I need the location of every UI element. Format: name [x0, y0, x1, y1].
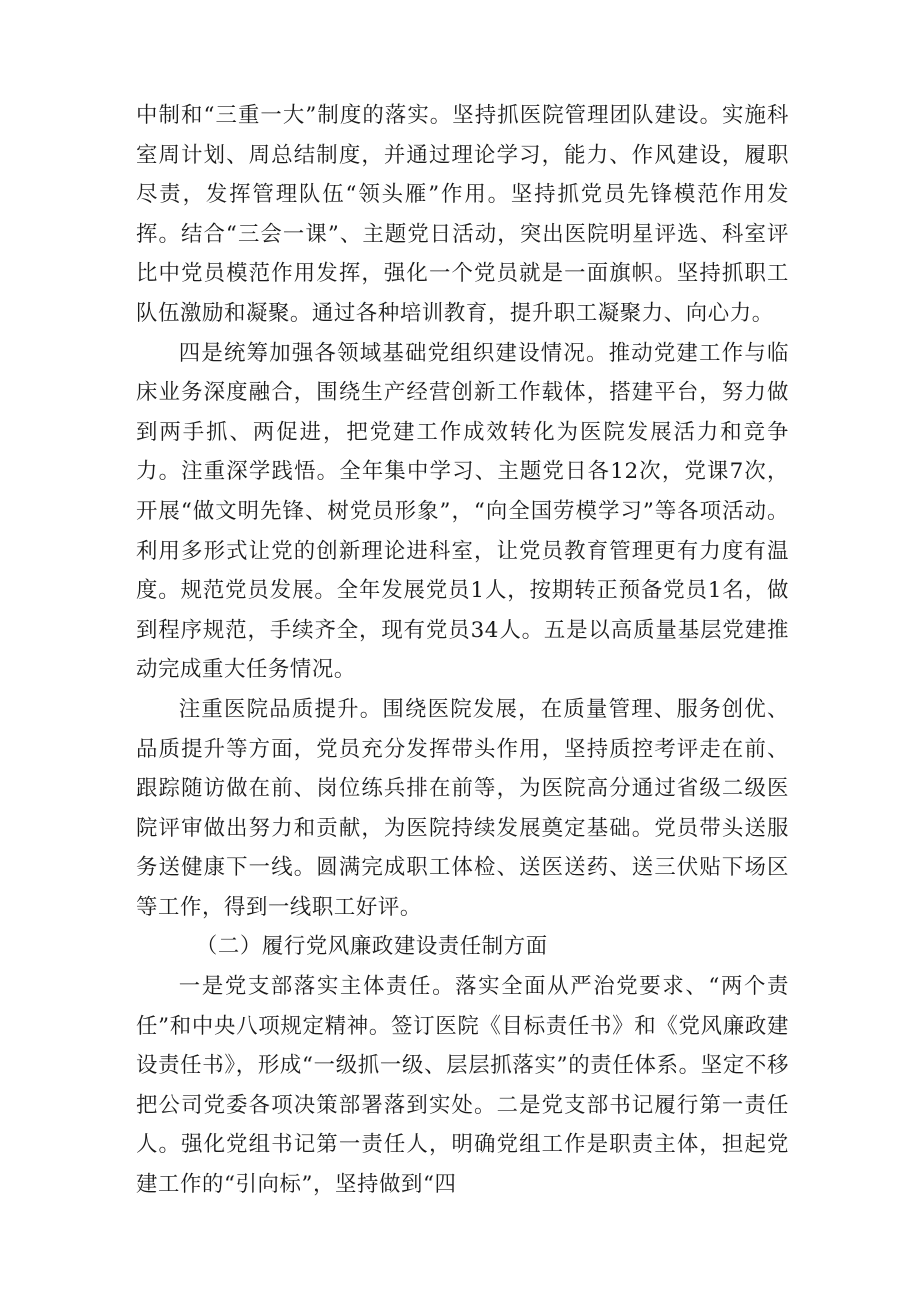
paragraph-hospital-quality: 注重医院品质提升。围绕医院发展，在质量管理、服务创优、品质提升等方面，党员充分发挥带头作用，坚持质控考评走在前、跟踪随访做在前、岗位练兵排在前等，为医院高分通过省级二级医院评审做出努力和贡献，为医院持续发展奠定基础。党员带头送服务送健康下一线。圆满完成职工体检、送医送药、送三伏贴下场区等工作，得到一线职工好评。 [136, 696, 789, 920]
paragraph-party-organization: 四是统筹加强各领域基础党组织建设情况。推动党建工作与临床业务深度融合，围绕生产经营创新工作载体，搭建平台，努力做到两手抓、两促进，把党建工作成效转化为医院发展活力和竞争力。注重深学践悟。全年集中学习、主题党日各12次，党课7次，开展“做文明先锋、树党员形象”，“向全国劳模学习”等各项活动。利用多形式让党的创新理论进科室，让党员教育管理更有力度有温度。规范党员发展。全年发展党员1人，按期转正预备党员1名，做到程序规范，手续齐全，现有党员34人。五是以高质量基层党建推动完成重大任务情况。 [136, 340, 789, 683]
paragraph-continuation: 中制和“三重一大”制度的落实。坚持抓医院管理团队建设。实施科室周计划、周总结制度，并通过理论学习，能力、作风建设，履职尽责，发挥管理队伍“领头雁”作用。坚持抓党员先锋模范作用发挥。结合“三会一课”、主题党日活动，突出医院明星评选、科室评比中党员模范作用发挥，强化一个党员就是一面旗帜。坚持抓职工队伍激励和凝聚。通过各种培训教育，提升职工凝聚力、向心力。 [136, 103, 789, 326]
document-body [136, 96, 789, 1205]
section-heading: （二）履行党风廉政建设责任制方面 [195, 934, 548, 960]
paragraph-responsibility: 一是党支部落实主体责任。落实全面从严治党要求、“两个责任”和中央八项规定精神。签订医院《目标责任书》和《党风廉政建设责任书》，形成“一级抓一级、层层抓落实”的责任体系。坚定不移把公司党委各项决策部署落到实处。二是党支部书记履行第一责任人。强化党组书记第一责任人，明确党组工作是职责主体，担起党建工作的“引向标”，坚持做到“四 [136, 974, 789, 1198]
